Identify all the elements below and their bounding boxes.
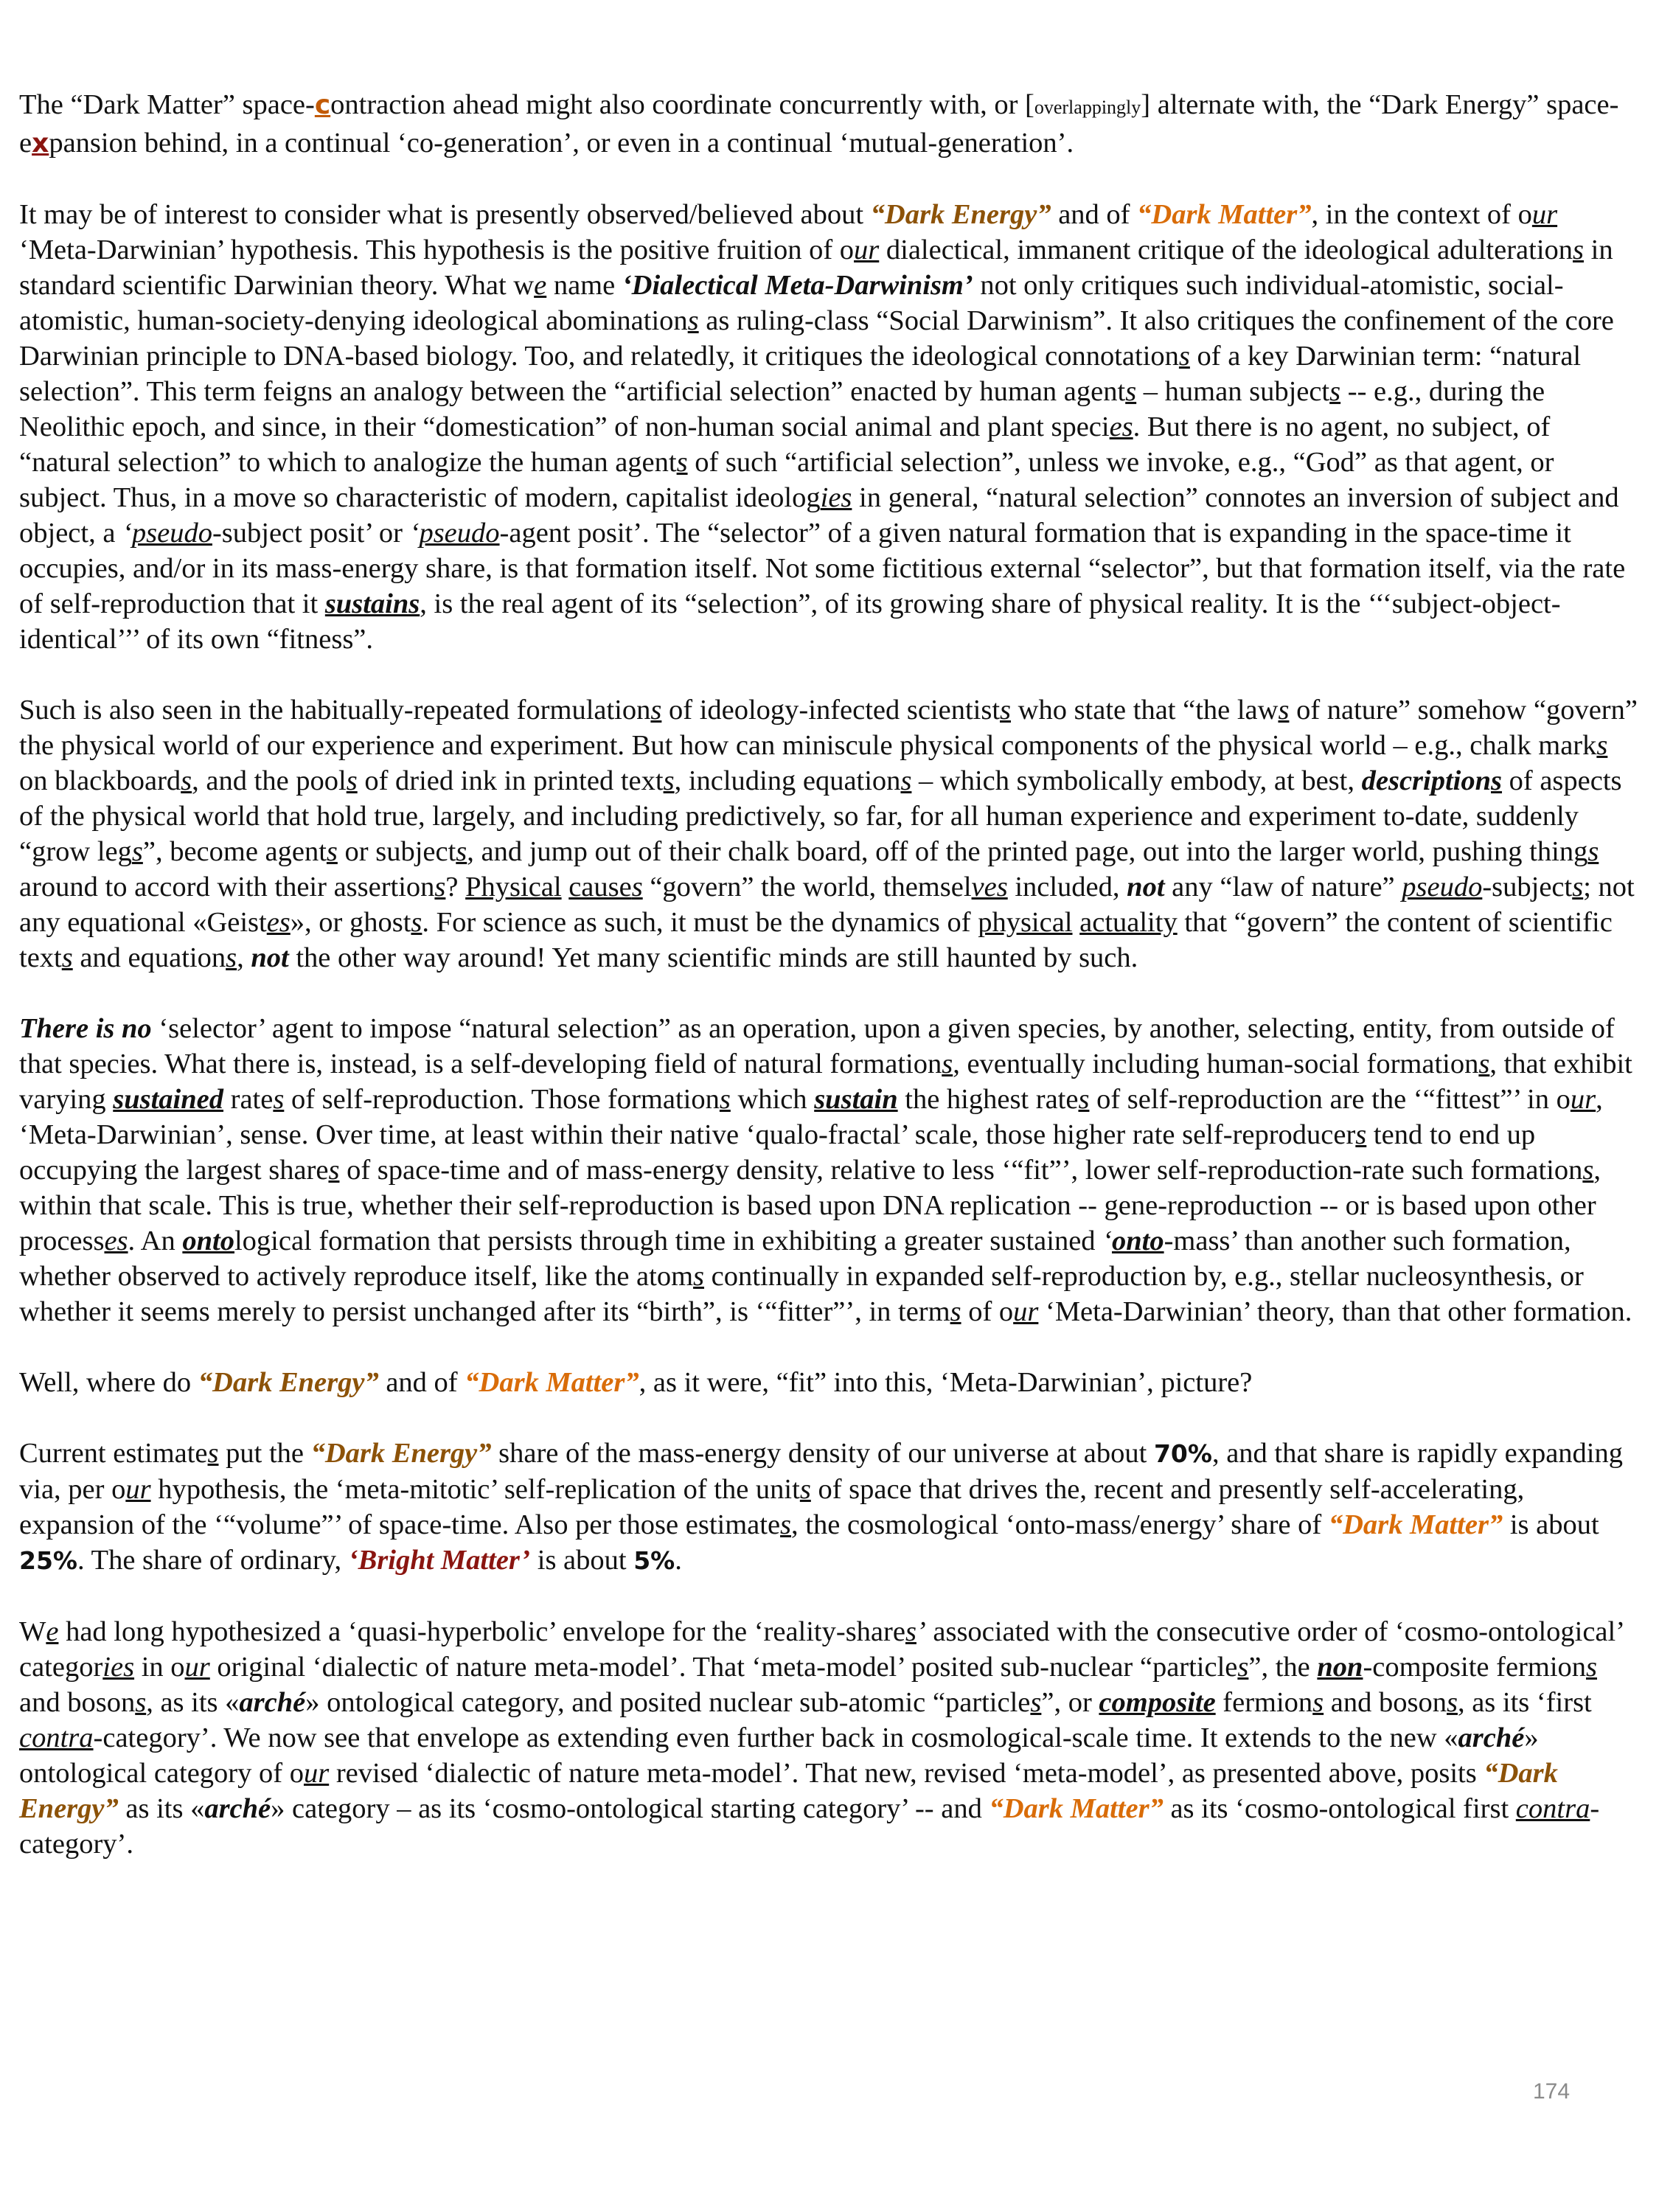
text: W [19, 1616, 46, 1647]
emphasis: s [135, 1687, 147, 1718]
text: ”, become agent [142, 836, 327, 867]
emphasis: e [46, 1616, 59, 1647]
text: , as it were, “fit” into this, ‘Meta-Darwinian’, picture? [639, 1367, 1253, 1398]
emphasis: ies [820, 482, 852, 513]
text: ”, the [1248, 1652, 1318, 1683]
text: Current estimate [19, 1438, 208, 1469]
emphasis: s [411, 907, 422, 938]
text [562, 872, 569, 902]
text: ”, or [1041, 1687, 1099, 1718]
text: and equation [72, 942, 226, 973]
emphasis: s [1572, 872, 1584, 902]
text: , [237, 942, 251, 973]
bright-matter-term: ‘Bright Matter’ [348, 1545, 531, 1576]
strong-emphasis: There is no [19, 1013, 152, 1044]
emphasis: ur [1531, 199, 1558, 230]
emphasis: s [631, 872, 643, 902]
text: ‘Meta-Darwinian’ hypothesis. This hypothesis is the positive fruition of o [19, 234, 855, 265]
text: tend to end up occupying the largest share [19, 1119, 1536, 1186]
emphasis: pseudo [131, 518, 212, 549]
emphasis: s [328, 1155, 340, 1186]
strong-emphasis: non [1317, 1652, 1363, 1683]
emphasis: s [1596, 730, 1608, 761]
arche-term: arché [239, 1687, 306, 1718]
text: , eventually including human-social formation [953, 1048, 1479, 1079]
text: It may be of interest to consider what is presently observed/believed about [19, 199, 871, 230]
text: -category’. [19, 1793, 1600, 1860]
text: of space that drives the, recent and presently self-accelerating, expansion of the ‘“volume”’ of space-time. Also per those estimate [19, 1474, 1525, 1540]
text: -subject [1482, 872, 1573, 902]
text: revised ‘dialectic of nature meta-model’. That new, revised ‘meta-model’, as presented above, posits [329, 1758, 1484, 1789]
strong-emphasis: onto [1111, 1225, 1164, 1256]
dark-energy-term: “Dark Energy” [310, 1438, 492, 1469]
text: . [675, 1545, 682, 1576]
dark-matter-term: “Dark Matter” [1328, 1509, 1503, 1540]
paragraph-2 [19, 197, 1641, 657]
text: of self-reproduction. Those formation [284, 1084, 720, 1115]
emphasis: s [1078, 1084, 1090, 1115]
document-body [19, 87, 1641, 1862]
text: , and that share is rapidly expanding via, per o [19, 1438, 1623, 1505]
text: hypothesis, the ‘meta-mitotic’ self-replication of the unit [150, 1474, 800, 1505]
text: “govern” the world, themsel [642, 872, 972, 902]
paragraph-5 [19, 1365, 1641, 1400]
text: the highest rate [897, 1084, 1079, 1115]
text: that “govern” the content of scientific text [19, 907, 1613, 973]
text: in o [134, 1652, 185, 1683]
dark-matter-term: “Dark Matter” [989, 1793, 1164, 1824]
text: of such “artificial selection”, unless we invoke, e.g., “God” as that agent, or subject. Thus, in a move so characteristic of modern, capitalist ideolog [19, 447, 1554, 513]
text: -agent posit’. The “selector” of a given natural formation that is expanding in the space-time it occupies, and/or in its mass-energy share, is that formation itself. Not some fictitious external “selector”, but that formation itself, via the rate of self-reproduction that it [19, 518, 1626, 619]
text: , the cosmological ‘onto-mass/energy’ share of [791, 1509, 1329, 1540]
paragraph-4 [19, 1011, 1641, 1329]
strong-emphasis: not [1127, 872, 1165, 902]
text: » ontological category of o [19, 1722, 1539, 1789]
underlined: cause [568, 872, 632, 902]
emphasis: contra [1515, 1793, 1590, 1824]
emphasis: s [226, 942, 237, 973]
text: , as its « [146, 1687, 240, 1718]
text: -category’. We now see that envelope as extending even further back in cosmological-scale time. It extends to the new « [93, 1722, 1458, 1753]
strong-emphasis: sustain [814, 1084, 898, 1115]
text: in standard scientific Darwinian theory. What w [19, 234, 1613, 301]
text: of nature” somehow “govern” the physical world of our experience and experiment. But how can miniscule physical component [19, 695, 1638, 761]
quote-mark: ‘ [409, 518, 420, 549]
text: who state that “the law [1011, 695, 1279, 726]
emphasis: s [131, 836, 143, 867]
emphasis: s [950, 1296, 961, 1327]
text: or subject [337, 836, 456, 867]
text: » category – as its ‘cosmo-ontological starting category’ -- and [271, 1793, 990, 1824]
emphasis: s [1446, 1687, 1458, 1718]
emphasis: s [676, 447, 688, 478]
paragraph-3 [19, 692, 1641, 975]
text: , including equation [674, 765, 901, 796]
text: of aspects of the physical world that hold true, largely, and including predictively, so far, for all human experience and experiment to-date, suddenly “grow leg [19, 765, 1622, 867]
emphasis: s [905, 1616, 917, 1647]
emphasis: es [1109, 411, 1133, 442]
emphasis: es [266, 907, 291, 938]
emphasis: s [780, 1509, 792, 1540]
text: associated with the consecutive order of ‘cosmo-ontological’ categor [19, 1616, 1624, 1683]
emphasis: s [434, 872, 446, 902]
text: continually in expanded self-reproduction by, e.g., stellar nucleosynthesis, or whether it seems merely to persist unchanged after its “birth”, is ‘“fitter”’, in term [19, 1261, 1584, 1327]
emphasis: ies [102, 1652, 135, 1683]
emphasis: pseudo [419, 518, 500, 549]
emphasis: s [326, 836, 338, 867]
dark-energy-share: 70% [1153, 1439, 1212, 1468]
text: of dried ink in printed text [357, 765, 664, 796]
text: name [546, 270, 622, 301]
text: of the physical world – e.g., chalk mark [1138, 730, 1597, 761]
text: of ideology-infected scientist [661, 695, 1001, 726]
text: -subject posit’ or [212, 518, 410, 549]
text: ontraction ahead might also coordinate concurrently with, or [ [330, 89, 1034, 120]
text: fermion [1215, 1687, 1313, 1718]
text: – which symbolically embody, at best, [911, 765, 1362, 796]
strong-emphasis: sustained [113, 1084, 224, 1115]
emphasis: s [1329, 376, 1341, 407]
text: in general, “natural selection” connotes an inversion of subject and object, a [19, 482, 1619, 549]
text: , and the pool [192, 765, 347, 796]
text: of a key Darwinian term: “natural selection”. This term feigns an analogy between the “artificial selection” enacted by human agent [19, 341, 1582, 407]
emphasis: s [1278, 695, 1290, 726]
text: included, [1007, 872, 1127, 902]
text: of space-time and of mass-energy density, relative to less ‘“fit”’, lower self-reproduction-rate such formation [339, 1155, 1583, 1186]
text: of self-reproduction are the ‘“fittest”’ in o [1089, 1084, 1571, 1115]
emphasis: s [1125, 376, 1137, 407]
emphasis: s [456, 836, 467, 867]
dark-matter-term: “Dark Matter” [465, 1367, 639, 1398]
text: , that exhibit varying [19, 1048, 1632, 1115]
emphasis: ur [1570, 1084, 1596, 1115]
text: which [730, 1084, 815, 1115]
emphasis: s [1127, 730, 1139, 761]
text: ‘Meta-Darwinian’ theory, than that other formation. [1038, 1296, 1632, 1327]
text: around to accord with their assertion [19, 872, 435, 902]
text: Such is also seen in the habitually-repeated formulation [19, 695, 651, 726]
emphasis: s [693, 1261, 705, 1292]
emphasis: s [1478, 1048, 1490, 1079]
emphasis: es [104, 1225, 128, 1256]
text: » ontological category, and posited nuclear sub-atomic “particle [305, 1687, 1031, 1718]
text: is about [1503, 1509, 1599, 1540]
strong-emphasis: not [251, 942, 289, 973]
emphasis: s [687, 305, 699, 336]
quote-mark: ‘ [1102, 1225, 1112, 1256]
emphasis: s [1355, 1119, 1367, 1150]
emphasis: s [1000, 695, 1012, 726]
arche-term: arché [204, 1793, 271, 1824]
text: . An [128, 1225, 183, 1256]
strong-emphasis: onto [182, 1225, 234, 1256]
text: , is the real agent of its “selection”, of its growing share of physical reality. It is the ‘‘‘subject-object-identical’’’ of its own “fitness”. [19, 588, 1561, 655]
text: Well, where do [19, 1367, 198, 1398]
text: the other way around! Yet many scientific minds are still haunted by such. [288, 942, 1138, 973]
emphasis: s [207, 1438, 219, 1469]
text: », or ghost [290, 907, 411, 938]
emphasis: s [942, 1048, 953, 1079]
emphasis: s [1587, 836, 1599, 867]
emphasis: s [273, 1084, 285, 1115]
emphasis: s [1586, 1652, 1598, 1683]
strong-emphasis: sustains [324, 588, 420, 619]
dark-energy-term: “Dark Energy” [19, 1758, 1558, 1824]
emphasis: pseudo [1402, 872, 1483, 902]
emphasis: s [900, 765, 912, 796]
text: logical formation that persists through time in exhibiting a greater sustained [234, 1225, 1103, 1256]
text: -- e.g., during the Neolithic epoch, and since, in their “domestication” of non-human social animal and plant speci [19, 376, 1545, 442]
emphasis: s [1030, 1687, 1042, 1718]
strong-emphasis: composite [1099, 1687, 1216, 1718]
emphasis: e [534, 270, 547, 301]
text: – human subject [1136, 376, 1330, 407]
text: on blackboard [19, 765, 181, 796]
small-text: overlappingly [1034, 97, 1141, 118]
text: -mass’ than another such formation, whether observed to actively reproduce itself, like the atom [19, 1225, 1571, 1292]
text: any “law of nature” [1164, 872, 1402, 902]
text: as its ‘cosmo-ontological first [1163, 1793, 1516, 1824]
text: and of [1051, 199, 1138, 230]
underlined: Physical [465, 872, 562, 902]
text: and boson [1324, 1687, 1447, 1718]
text: as its « [118, 1793, 205, 1824]
text: put the [218, 1438, 311, 1469]
text: share of the mass-energy density of our universe at about [491, 1438, 1154, 1469]
text: as ruling-class “Social Darwinism”. It also critiques the confinement of the core Darwinian principle to DNA-based biology. Too, and relatedly, it critiques the ideological connotation [19, 305, 1614, 372]
paragraph-6 [19, 1436, 1641, 1579]
text: . For science as such, it must be the dynamics of [422, 907, 978, 938]
emphasis: ur [303, 1758, 330, 1789]
text: . But there is no agent, no subject, of “natural selection” to which to analogize the human agent [19, 411, 1551, 478]
dark-energy-term: “Dark Energy” [870, 199, 1051, 230]
text: is about [530, 1545, 634, 1576]
strong-emphasis: s [1491, 765, 1503, 796]
text: and of [378, 1367, 465, 1398]
emphasized-letter-x: x [32, 128, 49, 159]
dialectical-meta-darwinism-term: ‘Dialectical Meta-Darwinism’ [622, 270, 973, 301]
text: ] alternate with, the “Dark Energy” space-e [19, 89, 1619, 159]
text: . The share of ordinary, [77, 1545, 349, 1576]
dark-energy-term: “Dark Energy” [198, 1367, 379, 1398]
emphasis: s [346, 765, 358, 796]
text: , ‘Meta-Darwinian’, sense. Over time, at least within their native ‘qualo-fractal’ scale, those higher rate self-reproducer [19, 1084, 1603, 1150]
emphasis: s [650, 695, 662, 726]
text: ; not any equational «Geist [19, 872, 1635, 938]
text: pansion behind, in a continual ‘co-generation’, or even in a continual ‘mutual-generation’. [49, 128, 1074, 159]
text: of o [961, 1296, 1014, 1327]
underlined: actuality [1079, 907, 1178, 938]
text: The “Dark Matter” space- [19, 89, 315, 120]
emphasis: s [181, 765, 192, 796]
text: ? [445, 872, 466, 902]
text: dialectical, immanent critique of the ideological adulteration [879, 234, 1573, 265]
emphasis: s [799, 1474, 811, 1505]
text: , as its ‘first [1457, 1687, 1592, 1718]
emphasis: s [1582, 1155, 1594, 1186]
emphasis: ur [184, 1652, 210, 1683]
emphasis: contra [19, 1722, 94, 1753]
text: , in the context of o [1311, 199, 1532, 230]
text: , and jump out of their chalk board, off of the printed page, out into the larger world, pushing thing [467, 836, 1588, 867]
dark-matter-term: “Dark Matter” [1137, 199, 1312, 230]
text: had long hypothesized a ‘quasi-hyperbolic’ envelope for the ‘reality-share [58, 1616, 905, 1647]
emphasis: ur [1013, 1296, 1039, 1327]
text: -composite fermion [1363, 1652, 1587, 1683]
quote-mark: ’ [916, 1616, 926, 1647]
text: original ‘dialectic of nature meta-model’. That ‘meta-model’ posited sub-nuclear “particle [209, 1652, 1238, 1683]
dark-matter-share: 25% [19, 1546, 77, 1575]
page-number: 174 [1532, 2079, 1571, 2104]
text: not only critiques such individual-atomistic, social-atomistic, human-society-denying ideological abomination [19, 270, 1564, 336]
arche-term: arché [1458, 1722, 1525, 1753]
emphasis: s [61, 942, 73, 973]
emphasis: s [719, 1084, 731, 1115]
paragraph-7 [19, 1614, 1641, 1862]
underlined: physical [978, 907, 1073, 938]
emphasis: ur [854, 234, 880, 265]
text: , within that scale. This is true, whether their self-reproduction is based upon DNA replication -- gene-reproduction -- or is based upon other process [19, 1155, 1601, 1256]
bright-matter-share: 5% [633, 1546, 675, 1575]
text: rate [223, 1084, 274, 1115]
emphasis: s [1573, 234, 1584, 265]
emphasis: s [1312, 1687, 1324, 1718]
emphasis: s [663, 765, 675, 796]
paragraph-1 [19, 87, 1641, 161]
emphasis: s [1178, 341, 1190, 372]
quote-mark: ‘ [122, 518, 132, 549]
strong-emphasis: description [1361, 765, 1492, 796]
text: and boson [19, 1687, 136, 1718]
emphasis: s [1237, 1652, 1249, 1683]
emphasis: ur [125, 1474, 151, 1505]
emphasized-letter-c: c [314, 90, 331, 120]
emphasis: ves [971, 872, 1008, 902]
text: ‘selector’ agent to impose “natural selection” as an operation, upon a given species, by another, selecting, entity, from outside of that species. What there is, instead, is a self-developing field of natural formation [19, 1013, 1615, 1079]
text [1073, 907, 1080, 938]
